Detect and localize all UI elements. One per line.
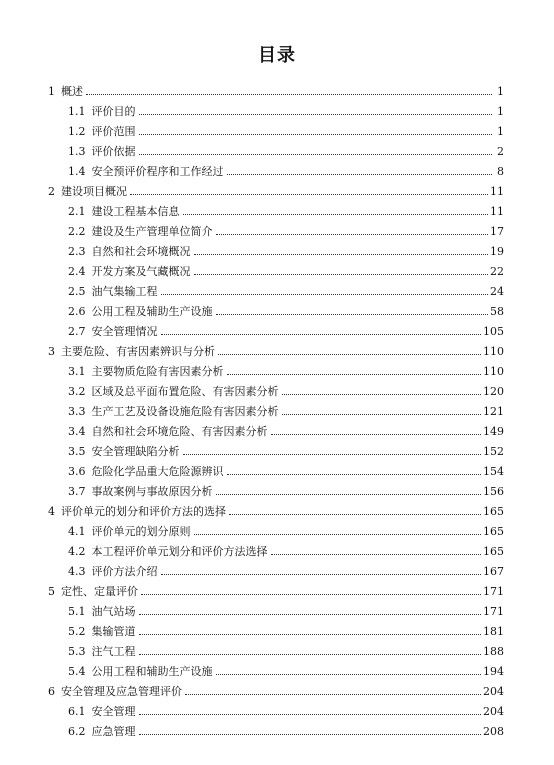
toc-section-entry[interactable] — [48, 422, 504, 442]
toc-entry-title: 安全管理及应急管理评价 — [61, 685, 182, 698]
toc-dot-leader — [139, 713, 482, 715]
toc-entry-number: 1.2 — [68, 125, 86, 138]
toc-section-entry[interactable] — [48, 222, 504, 242]
toc-section-entry[interactable] — [48, 122, 504, 142]
toc-dot-leader — [271, 553, 482, 555]
toc-entry-title: 注气工程 — [91, 645, 136, 658]
toc-page-number: 121 — [483, 405, 504, 418]
toc-dot-leader — [218, 353, 481, 355]
toc-dot-leader — [161, 333, 482, 335]
toc-entry-title: 安全管理 — [91, 705, 136, 718]
toc-page-number: 1 — [497, 125, 504, 138]
toc-page-number: 167 — [483, 565, 504, 578]
toc-dot-leader — [227, 373, 482, 375]
toc-section-entry[interactable] — [48, 282, 504, 302]
toc-entry-title: 集输管道 — [91, 625, 136, 638]
toc-dot-leader — [194, 273, 489, 275]
toc-page-number: 156 — [483, 485, 504, 498]
toc-entry-title: 事故案例与事故原因分析 — [91, 485, 213, 498]
toc-entry-title: 主要物质危险有害因素分析 — [91, 365, 224, 378]
toc-section-entry[interactable] — [48, 362, 504, 382]
toc-page-number: 110 — [483, 345, 504, 358]
toc-page-number: 110 — [483, 365, 504, 378]
toc-section-entry[interactable] — [48, 202, 504, 222]
toc-entry-number: 3.1 — [68, 365, 86, 378]
toc-chapter-entry[interactable] — [48, 182, 504, 202]
toc-section-entry[interactable] — [48, 102, 504, 122]
toc-section-entry[interactable] — [48, 462, 504, 482]
toc-entry-title: 安全管理情况 — [91, 325, 158, 338]
toc-entry-number: 3.5 — [68, 445, 86, 458]
toc-dot-leader — [229, 513, 481, 515]
toc-entry-number: 2.6 — [68, 305, 86, 318]
toc-entry-title: 区域及总平面布置危险、有害因素分析 — [91, 385, 279, 398]
toc-section-entry[interactable] — [48, 162, 504, 182]
toc-page-number: 181 — [483, 625, 504, 638]
toc-page-number: 152 — [483, 445, 504, 458]
toc-page-number: 154 — [483, 465, 504, 478]
toc-entry-title: 评价依据 — [91, 145, 136, 158]
toc-section-entry[interactable] — [48, 562, 504, 582]
toc-entry-number: 5.1 — [68, 605, 86, 618]
toc-page-number: 1 — [497, 105, 504, 118]
toc-dot-leader — [139, 613, 482, 615]
toc-dot-leader — [139, 133, 493, 135]
toc-page-number: 105 — [483, 325, 504, 338]
toc-entry-title: 开发方案及气藏概况 — [91, 265, 191, 278]
toc-entry-number: 2 — [48, 185, 55, 198]
toc-page-number: 204 — [483, 705, 504, 718]
toc-entry-number: 4.3 — [68, 565, 86, 578]
toc-title: 目录 — [258, 45, 296, 66]
toc-entry-number: 1.4 — [68, 165, 86, 178]
toc-entry-number: 2.4 — [68, 265, 86, 278]
toc-page-number: 188 — [483, 645, 504, 658]
toc-entry-title: 定性、定量评价 — [61, 585, 138, 598]
toc-entry-title: 建设工程基本信息 — [91, 205, 180, 218]
toc-page-number: 22 — [490, 265, 504, 278]
toc-page-number: 120 — [483, 385, 504, 398]
toc-section-entry[interactable] — [48, 602, 504, 622]
toc-entry-number: 2.1 — [68, 205, 86, 218]
toc-section-entry[interactable] — [48, 262, 504, 282]
toc-chapter-entry[interactable] — [48, 682, 504, 702]
toc-entry-number: 6 — [48, 685, 55, 698]
toc-entry-title: 评价目的 — [91, 105, 136, 118]
toc-entry-number: 2.5 — [68, 285, 86, 298]
toc-section-entry[interactable] — [48, 522, 504, 542]
toc-dot-leader — [282, 393, 482, 395]
toc-dot-leader — [216, 313, 489, 315]
toc-entry-title: 主要危险、有害因素辨识与分析 — [61, 345, 215, 358]
toc-section-entry[interactable] — [48, 702, 504, 722]
toc-page-number: 171 — [483, 585, 504, 598]
toc-section-entry[interactable] — [48, 542, 504, 562]
toc-entry-number: 3.6 — [68, 465, 86, 478]
toc-page-number: 11 — [490, 185, 504, 198]
toc-entry-number: 3.7 — [68, 485, 86, 498]
toc-chapter-entry[interactable] — [48, 582, 504, 602]
toc-section-entry[interactable] — [48, 402, 504, 422]
toc-chapter-entry[interactable] — [48, 502, 504, 522]
toc-page-number: 204 — [483, 685, 504, 698]
toc-dot-leader — [183, 453, 482, 455]
toc-dot-leader — [227, 173, 493, 175]
toc-entry-title: 评价范围 — [91, 125, 136, 138]
toc-dot-leader — [161, 293, 489, 295]
toc-dot-leader — [216, 233, 489, 235]
toc-dot-leader — [139, 653, 482, 655]
toc-section-entry[interactable] — [48, 382, 504, 402]
toc-dot-leader — [139, 153, 493, 155]
toc-section-entry[interactable] — [48, 722, 504, 742]
toc-page-number: 171 — [483, 605, 504, 618]
toc-dot-leader — [183, 213, 489, 215]
toc-dot-leader — [194, 533, 482, 535]
toc-entry-number: 4.1 — [68, 525, 86, 538]
toc-entry-number: 6.2 — [68, 725, 86, 738]
toc-entry-title: 生产工艺及设备设施危险有害因素分析 — [91, 405, 279, 418]
toc-entry-number: 3 — [48, 345, 55, 358]
toc-entry-title: 评价方法介绍 — [91, 565, 158, 578]
toc-dot-leader — [227, 473, 482, 475]
toc-section-entry[interactable] — [48, 482, 504, 502]
toc-entry-number: 2.3 — [68, 245, 86, 258]
toc-entry-number: 3.3 — [68, 405, 86, 418]
toc-dot-leader — [130, 193, 488, 195]
toc-entry-number: 5.4 — [68, 665, 86, 678]
toc-entry-number: 1 — [48, 85, 55, 98]
toc-entry-title: 自然和社会环境概况 — [91, 245, 191, 258]
toc-dot-leader — [139, 733, 482, 735]
toc-dot-leader — [141, 593, 481, 595]
toc-section-entry[interactable] — [48, 642, 504, 662]
toc-entry-title: 危险化学品重大危险源辨识 — [91, 465, 224, 478]
toc-page-number: 8 — [497, 165, 504, 178]
toc-page-number: 11 — [490, 205, 504, 218]
toc-dot-leader — [282, 413, 482, 415]
toc-entry-number: 4.2 — [68, 545, 86, 558]
toc-entry-number: 4 — [48, 505, 55, 518]
toc-page-number: 58 — [490, 305, 504, 318]
toc-entry-number: 2.2 — [68, 225, 86, 238]
toc-entry-title: 油气站场 — [91, 605, 136, 618]
toc-entry-title: 自然和社会环境危险、有害因素分析 — [91, 425, 268, 438]
toc-page-number: 149 — [483, 425, 504, 438]
toc-entry-number: 5.2 — [68, 625, 86, 638]
toc-entry-title: 公用工程及辅助生产设施 — [91, 305, 213, 318]
toc-entry-number: 6.1 — [68, 705, 86, 718]
toc-entry-title: 概述 — [61, 85, 83, 98]
toc-entry-number: 1.3 — [68, 145, 86, 158]
toc-section-entry[interactable] — [48, 142, 504, 162]
toc-section-entry[interactable] — [48, 242, 504, 262]
toc-entry-number: 3.4 — [68, 425, 86, 438]
toc-entry-number: 5.3 — [68, 645, 86, 658]
toc-page-number: 24 — [490, 285, 504, 298]
toc-dot-leader — [139, 113, 493, 115]
toc-entry-number: 2.7 — [68, 325, 86, 338]
toc-entry-title: 公用工程和辅助生产设施 — [91, 665, 213, 678]
toc-entry-title: 建设项目概况 — [61, 185, 127, 198]
toc-dot-leader — [216, 673, 482, 675]
toc-section-entry[interactable] — [48, 302, 504, 322]
toc-entry-title: 安全管理缺陷分析 — [91, 445, 180, 458]
toc-entry-title: 评价单元的划分原则 — [91, 525, 191, 538]
toc-dot-leader — [161, 573, 482, 575]
toc-dot-leader — [271, 433, 482, 435]
toc-page-number: 165 — [483, 505, 504, 518]
toc-chapter-entry[interactable] — [48, 82, 504, 102]
toc-list — [48, 82, 504, 742]
toc-page-number: 208 — [483, 725, 504, 738]
toc-dot-leader — [216, 493, 482, 495]
toc-entry-title: 安全预评价程序和工作经过 — [91, 165, 224, 178]
toc-section-entry[interactable] — [48, 442, 504, 462]
toc-entry-title: 评价单元的划分和评价方法的选择 — [61, 505, 226, 518]
toc-entry-number: 5 — [48, 585, 55, 598]
toc-entry-title: 本工程评价单元划分和评价方法选择 — [91, 545, 268, 558]
toc-page-number: 2 — [497, 145, 504, 158]
toc-entry-title: 建设及生产管理单位简介 — [91, 225, 213, 238]
toc-page-number: 1 — [497, 85, 504, 98]
toc-page-number: 19 — [490, 245, 504, 258]
toc-entry-number: 3.2 — [68, 385, 86, 398]
toc-entry-title: 油气集输工程 — [91, 285, 158, 298]
toc-dot-leader — [185, 693, 481, 695]
toc-entry-title: 应急管理 — [91, 725, 136, 738]
toc-dot-leader — [139, 633, 482, 635]
toc-page-number: 165 — [483, 525, 504, 538]
toc-chapter-entry[interactable] — [48, 342, 504, 362]
toc-section-entry[interactable] — [48, 322, 504, 342]
toc-page-number: 17 — [490, 225, 504, 238]
toc-page-number: 165 — [483, 545, 504, 558]
toc-entry-number: 1.1 — [68, 105, 86, 118]
toc-page-number: 194 — [483, 665, 504, 678]
toc-section-entry[interactable] — [48, 622, 504, 642]
toc-dot-leader — [194, 253, 489, 255]
toc-section-entry[interactable] — [48, 662, 504, 682]
toc-dot-leader — [86, 93, 492, 95]
